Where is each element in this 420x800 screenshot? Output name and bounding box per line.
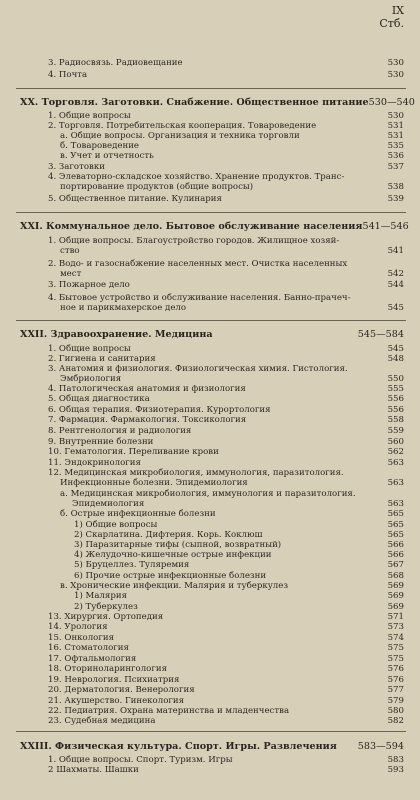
toc-entry-page: 569 bbox=[387, 602, 404, 612]
toc-entry-title: 8. Рентгенология и радиология bbox=[48, 426, 192, 436]
toc-entry-page: 577 bbox=[387, 685, 404, 695]
toc-entry-page: 559 bbox=[387, 426, 404, 436]
section-title: XXII. Здравоохранение. Медицина bbox=[20, 329, 213, 340]
toc-entry-title: 21. Акушерство. Гинекология bbox=[48, 696, 185, 706]
toc-entry-title: 2) Скарлатина. Дифтерия. Корь. Коклюш bbox=[74, 530, 263, 540]
toc-entry-page: 563 bbox=[387, 499, 404, 509]
toc-entry-page: 576 bbox=[387, 675, 404, 685]
toc-entry-title: а. Медицинская микробиология, иммунология и паразитология. bbox=[60, 489, 356, 499]
toc-entry bbox=[48, 194, 360, 204]
toc-entry-page: 574 bbox=[387, 633, 404, 643]
toc-entry bbox=[48, 172, 360, 182]
toc-entry bbox=[48, 236, 360, 246]
toc-entry-title: 2. Гигиена и санитария bbox=[48, 354, 156, 364]
toc-entry bbox=[48, 437, 360, 447]
section-heading bbox=[20, 741, 404, 753]
section-page-range: 530—540 bbox=[368, 97, 415, 108]
toc-entry-title: Эпидемиология bbox=[72, 499, 145, 509]
toc-entry bbox=[48, 468, 360, 478]
toc-entry-title: 1) Малярия bbox=[74, 591, 128, 601]
toc-entry-title: 2. Торговля. Потребительская кооперация. Товароведение bbox=[48, 121, 317, 131]
toc-entry-title: 3. Радиосвязь. Радиовещание bbox=[48, 58, 183, 68]
column-label: Стб. bbox=[379, 17, 404, 30]
toc-entry-title: ство bbox=[60, 246, 80, 256]
toc-entry-title: б. Товароведение bbox=[60, 141, 140, 151]
toc-entry-page: 566 bbox=[387, 540, 404, 550]
toc-entry bbox=[48, 162, 360, 172]
toc-entry bbox=[48, 716, 360, 726]
toc-entry bbox=[48, 696, 360, 706]
toc-entry-page: 565 bbox=[387, 530, 404, 540]
toc-entry bbox=[48, 405, 360, 415]
toc-entry-title: 12. Медицинская микробиология, иммунология, паразитология. bbox=[48, 468, 344, 478]
toc-entry bbox=[48, 643, 360, 653]
toc-entry bbox=[48, 111, 360, 121]
toc-entry bbox=[48, 293, 360, 303]
toc-entry bbox=[48, 654, 360, 664]
toc-entry-title: 2. Водо- и газоснабжение населенных мест. Очистка населенных bbox=[48, 259, 348, 269]
toc-entry bbox=[48, 675, 360, 685]
toc-entry-title: 17. Офтальмология bbox=[48, 654, 137, 664]
toc-entry-title: 9. Внутренние болезни bbox=[48, 437, 154, 447]
toc-entry bbox=[74, 530, 360, 540]
toc-entry-page: 569 bbox=[387, 591, 404, 601]
toc-entry-page: 558 bbox=[387, 415, 404, 425]
toc-entry-page: 582 bbox=[387, 716, 404, 726]
section-rule bbox=[16, 320, 406, 321]
toc-entry bbox=[48, 426, 360, 436]
toc-entry-title: в. Учет и отчетность bbox=[60, 151, 154, 161]
toc-entry bbox=[60, 581, 360, 591]
toc-entry bbox=[60, 151, 360, 161]
toc-entry bbox=[60, 131, 360, 141]
toc-entry-title: 1. Общие вопросы. Спорт. Туризм. Игры bbox=[48, 755, 233, 765]
toc-entry-page: 556 bbox=[387, 394, 404, 404]
toc-entry-page: 566 bbox=[387, 550, 404, 560]
toc-entry bbox=[48, 765, 360, 775]
toc-entry-page: 565 bbox=[387, 520, 404, 530]
toc-entry bbox=[48, 394, 360, 404]
toc-entry bbox=[74, 540, 360, 550]
toc-entry-page: 575 bbox=[387, 654, 404, 664]
toc-entry-page: 593 bbox=[387, 765, 404, 775]
toc-entry-title: 6. Общая терапия. Физиотерапия. Курортология bbox=[48, 405, 271, 415]
toc-entry-title: 15. Онкология bbox=[48, 633, 115, 643]
toc-entry-title: 14. Урология bbox=[48, 622, 108, 632]
section-page-range: 545—584 bbox=[357, 329, 404, 340]
page-roman-numeral: IX bbox=[391, 4, 404, 17]
toc-entry bbox=[48, 344, 360, 354]
toc-entry bbox=[74, 520, 360, 530]
section-heading bbox=[20, 221, 409, 233]
toc-entry bbox=[60, 141, 360, 151]
toc-entry-title: 3. Заготовки bbox=[48, 162, 105, 172]
toc-entry bbox=[74, 560, 360, 570]
toc-entry-title: портирование продуктов (общие вопросы) bbox=[60, 182, 254, 192]
toc-entry bbox=[48, 384, 360, 394]
toc-entry bbox=[48, 622, 360, 632]
toc-entry bbox=[48, 633, 360, 643]
toc-entry bbox=[48, 415, 360, 425]
toc-entry-page: 530 bbox=[387, 70, 404, 80]
toc-entry-title: 7. Фармация. Фармакология. Токсикология bbox=[48, 415, 247, 425]
toc-entry-page: 563 bbox=[387, 478, 404, 488]
toc-entry-title: б. Острые инфекционные болезни bbox=[60, 509, 216, 519]
toc-entry-page: 548 bbox=[387, 354, 404, 364]
toc-entry-title: 2 Шахматы. Шашки bbox=[48, 765, 139, 775]
toc-entry-page: 544 bbox=[387, 280, 404, 290]
toc-entry-page: 569 bbox=[387, 581, 404, 591]
toc-entry-page: 536 bbox=[387, 151, 404, 161]
section-heading bbox=[20, 329, 404, 341]
toc-entry-title: 5. Общая диагностика bbox=[48, 394, 150, 404]
toc-entry bbox=[48, 259, 360, 269]
toc-entry bbox=[60, 246, 360, 256]
toc-entry-title: 11. Эндокринология bbox=[48, 458, 141, 468]
toc-entry-page: 531 bbox=[387, 131, 404, 141]
toc-entry bbox=[48, 706, 360, 716]
toc-entry-title: 3) Паразитарные тифы (сыпной, возвратный) bbox=[74, 540, 282, 550]
section-page-range: 541—546 bbox=[362, 221, 409, 232]
toc-entry-page: 542 bbox=[387, 269, 404, 279]
toc-entry-title: 3. Анатомия и физиология. Физиологическая химия. Гистология. bbox=[48, 364, 348, 374]
toc-entry-title: 4. Почта bbox=[48, 70, 88, 80]
toc-entry-title: ное и парикмахерское дело bbox=[60, 303, 187, 313]
toc-entry-page: 535 bbox=[387, 141, 404, 151]
toc-entry-page: 541 bbox=[387, 246, 404, 256]
toc-entry bbox=[48, 447, 360, 457]
toc-entry-page: 565 bbox=[387, 509, 404, 519]
toc-entry-page: 576 bbox=[387, 664, 404, 674]
toc-entry bbox=[74, 571, 360, 581]
toc-entry bbox=[60, 182, 360, 192]
section-title: XX. Торговля. Заготовки. Снабжение. Общественное питание bbox=[20, 97, 369, 108]
section-rule bbox=[16, 212, 406, 213]
toc-entry-page: 531 bbox=[387, 121, 404, 131]
toc-entry-page: 575 bbox=[387, 643, 404, 653]
toc-entry bbox=[48, 685, 360, 695]
toc-entry-page: 563 bbox=[387, 458, 404, 468]
toc-entry-title: 4. Бытовое устройство и обслуживание населения. Банно-прачеч- bbox=[48, 293, 351, 303]
toc-entry bbox=[48, 354, 360, 364]
section-title: XXI. Коммунальное дело. Бытовое обслуживание населения bbox=[20, 221, 363, 232]
toc-entry bbox=[60, 509, 360, 519]
toc-entry bbox=[48, 612, 360, 622]
toc-entry-page: 580 bbox=[387, 706, 404, 716]
toc-entry bbox=[60, 478, 360, 488]
toc-entry-title: 4. Патологическая анатомия и физиология bbox=[48, 384, 246, 394]
toc-entry bbox=[48, 121, 360, 131]
toc-entry-title: 10. Гематология. Переливание крови bbox=[48, 447, 219, 457]
toc-entry-title: 13. Хирургия. Ортопедия bbox=[48, 612, 164, 622]
toc-entry bbox=[74, 550, 360, 560]
toc-entry-title: Инфекционные болезни. Эпидемиология bbox=[60, 478, 248, 488]
toc-entry-title: 2) Туберкулез bbox=[74, 602, 138, 612]
toc-entry bbox=[60, 303, 360, 313]
toc-entry-page: 545 bbox=[387, 303, 404, 313]
toc-entry-page: 567 bbox=[387, 560, 404, 570]
toc-entry bbox=[48, 280, 360, 290]
toc-entry bbox=[60, 269, 360, 279]
toc-entry-title: 1. Общие вопросы bbox=[48, 344, 131, 354]
toc-entry-title: 23. Судебная медицина bbox=[48, 716, 156, 726]
toc-entry-page: 583 bbox=[387, 755, 404, 765]
section-title: XXIII. Физическая культура. Спорт. Игры. Развлечения bbox=[20, 741, 337, 752]
toc-entry-page: 550 bbox=[387, 374, 404, 384]
toc-entry-title: 22. Педиатрия. Охрана материнства и младенчества bbox=[48, 706, 290, 716]
section-rule bbox=[16, 88, 406, 89]
toc-entry-title: 1. Общие вопросы bbox=[48, 111, 131, 121]
toc-entry-page: 579 bbox=[387, 696, 404, 706]
toc-entry-page: 562 bbox=[387, 447, 404, 457]
toc-entry-title: 18. Оториноларингология bbox=[48, 664, 168, 674]
toc-entry-title: а. Общие вопросы. Организация и техника торговли bbox=[60, 131, 300, 141]
toc-entry bbox=[48, 58, 360, 68]
toc-entry bbox=[60, 489, 360, 499]
section-rule bbox=[16, 731, 406, 732]
toc-entry-page: 539 bbox=[387, 194, 404, 204]
section-page-range: 583—594 bbox=[357, 741, 404, 752]
toc-entry-page: 571 bbox=[387, 612, 404, 622]
toc-entry bbox=[74, 602, 360, 612]
toc-entry-page: 538 bbox=[387, 182, 404, 192]
toc-entry-title: 1. Общие вопросы. Благоустройство городов. Жилищное хозяй- bbox=[48, 236, 340, 246]
toc-entry-page: 555 bbox=[387, 384, 404, 394]
toc-entry-title: 1) Общие вопросы bbox=[74, 520, 158, 530]
toc-entry-page: 537 bbox=[387, 162, 404, 172]
toc-entry-page: 568 bbox=[387, 571, 404, 581]
toc-entry-page: 545 bbox=[387, 344, 404, 354]
toc-entry bbox=[48, 364, 360, 374]
toc-entry bbox=[48, 755, 360, 765]
toc-entry-title: 19. Неврология. Психиатрия bbox=[48, 675, 180, 685]
toc-entry-title: мест bbox=[60, 269, 82, 279]
toc-entry-page: 556 bbox=[387, 405, 404, 415]
toc-entry-title: в. Хронические инфекции. Малярия и туберкулез bbox=[60, 581, 289, 591]
toc-entry-title: Эмбриология bbox=[60, 374, 122, 384]
toc-entry-title: 5) Бруцеллез. Туляремия bbox=[74, 560, 190, 570]
toc-entry-page: 573 bbox=[387, 622, 404, 632]
toc-entry-title: 16. Стоматология bbox=[48, 643, 129, 653]
toc-entry bbox=[48, 458, 360, 468]
section-heading bbox=[20, 97, 415, 109]
toc-entry-title: 20. Дерматология. Венерология bbox=[48, 685, 195, 695]
toc-entry-title: 3. Пожарное дело bbox=[48, 280, 130, 290]
page-header bbox=[379, 4, 404, 30]
toc-entry bbox=[72, 499, 360, 509]
toc-entry-page: 530 bbox=[387, 58, 404, 68]
toc-entry bbox=[60, 374, 360, 384]
toc-entry-page: 530 bbox=[387, 111, 404, 121]
toc-entry bbox=[74, 591, 360, 601]
toc-entry-title: 4) Желудочно-кишечные острые инфекции bbox=[74, 550, 272, 560]
toc-entry-title: 4. Элеваторно-складское хозяйство. Хранение продуктов. Транс- bbox=[48, 172, 345, 182]
toc-entry-title: 6) Прочие острые инфекционные болезни bbox=[74, 571, 267, 581]
toc-entry bbox=[48, 664, 360, 674]
toc-entry bbox=[48, 70, 360, 80]
toc-entry-title: 5. Общественное питание. Кулинария bbox=[48, 194, 222, 204]
toc-entry-page: 560 bbox=[387, 437, 404, 447]
